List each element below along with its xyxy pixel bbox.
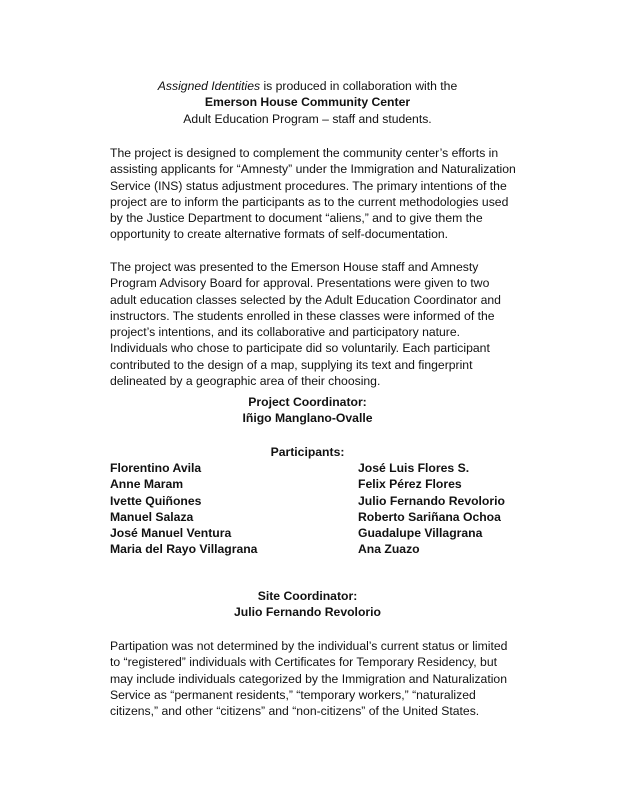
paragraph-presentation <box>110 259 505 389</box>
project-coordinator-name: Iñigo Manglano-Ovalle <box>242 411 373 426</box>
intro-block <box>110 78 505 127</box>
paragraph-line: contributed to the design of a map, supplying its text and fingerprint <box>110 357 473 372</box>
intro-title-rest: is produced in collaboration with the <box>260 79 458 93</box>
paragraph-line: The project is designed to complement the community center’s efforts in <box>110 146 499 160</box>
intro-title-line <box>110 78 505 94</box>
paragraph-line: citizens,” and other “citizens” and “non-citizens” of the United States. <box>110 704 480 719</box>
participant-name: Julio Fernando Revolorio <box>358 493 505 508</box>
paragraph-line: project’s intentions, and its collaborative and participatory nature. <box>110 325 461 340</box>
paragraph-line: Partipation was not determined by the individual’s current status or limited <box>110 639 508 653</box>
participant-name: Ana Zuazo <box>358 542 420 557</box>
paragraph-participation <box>110 638 508 719</box>
program-name: Adult Education Program – staff and students. <box>183 111 432 126</box>
paragraph-line: Service as “permanent residents,” “temporary workers,” “naturalized <box>110 687 476 702</box>
participants-right-column <box>358 460 505 558</box>
project-coordinator-block <box>110 394 505 427</box>
participant-name: José Manuel Ventura <box>110 526 232 541</box>
publication-title: Assigned Identities <box>157 79 261 93</box>
paragraph-line: delineated by a geographic area of their choosing. <box>110 374 381 389</box>
project-coordinator-label: Project Coordinator: <box>248 395 367 409</box>
paragraph-line: to “registered” individuals with Certificates for Temporary Residency, but <box>110 655 497 670</box>
paragraph-project-description <box>110 145 516 243</box>
participant-name: José Luis Flores S. <box>358 461 470 475</box>
paragraph-line: opportunity to create alternative formats of self-documentation. <box>110 227 449 242</box>
paragraph-line: Individuals who chose to participate did so voluntarily. Each participant <box>110 341 490 356</box>
site-coordinator-name: Julio Fernando Revolorio <box>234 605 381 620</box>
paragraph-line: assisting applicants for “Amnesty” under the Immigration and Naturalization <box>110 162 516 177</box>
paragraph-line: by the Justice Department to document “aliens,” and to give them the <box>110 211 483 226</box>
participant-name: Guadalupe Villagrana <box>358 526 483 541</box>
participant-name: Ivette Quiñones <box>110 493 202 508</box>
community-center-name: Emerson House Community Center <box>204 95 411 110</box>
paragraph-line: may include individuals categorized by the Immigration and Naturalization <box>110 671 507 686</box>
paragraph-line: instructors. The students enrolled in these classes were informed of the <box>110 308 495 323</box>
paragraph-line: Program Advisory Board for approval. Presentations were given to two <box>110 276 490 291</box>
paragraph-line: The project was presented to the Emerson House staff and Amnesty <box>110 260 479 274</box>
paragraph-line: adult education classes selected by the Adult Education Coordinator and <box>110 292 501 307</box>
site-coordinator-label: Site Coordinator: <box>257 589 358 603</box>
participants-left-column <box>110 460 257 558</box>
participants-heading: Participants: <box>270 445 345 459</box>
participant-name: Felix Pérez Flores <box>358 477 462 492</box>
paragraph-line: Service (INS) status adjustment procedures. The primary intentions of the <box>110 178 507 193</box>
paragraph-line: project are to inform the participants as to the current methodologies used <box>110 194 509 209</box>
participant-name: Maria del Rayo Villagrana <box>110 542 258 557</box>
participant-name: Florentino Avila <box>110 461 202 475</box>
participant-name: Manuel Salaza <box>110 509 194 524</box>
site-coordinator-block <box>110 588 505 621</box>
participant-name: Anne Maram <box>110 477 184 492</box>
participant-name: Roberto Sariñana Ochoa <box>358 509 501 524</box>
